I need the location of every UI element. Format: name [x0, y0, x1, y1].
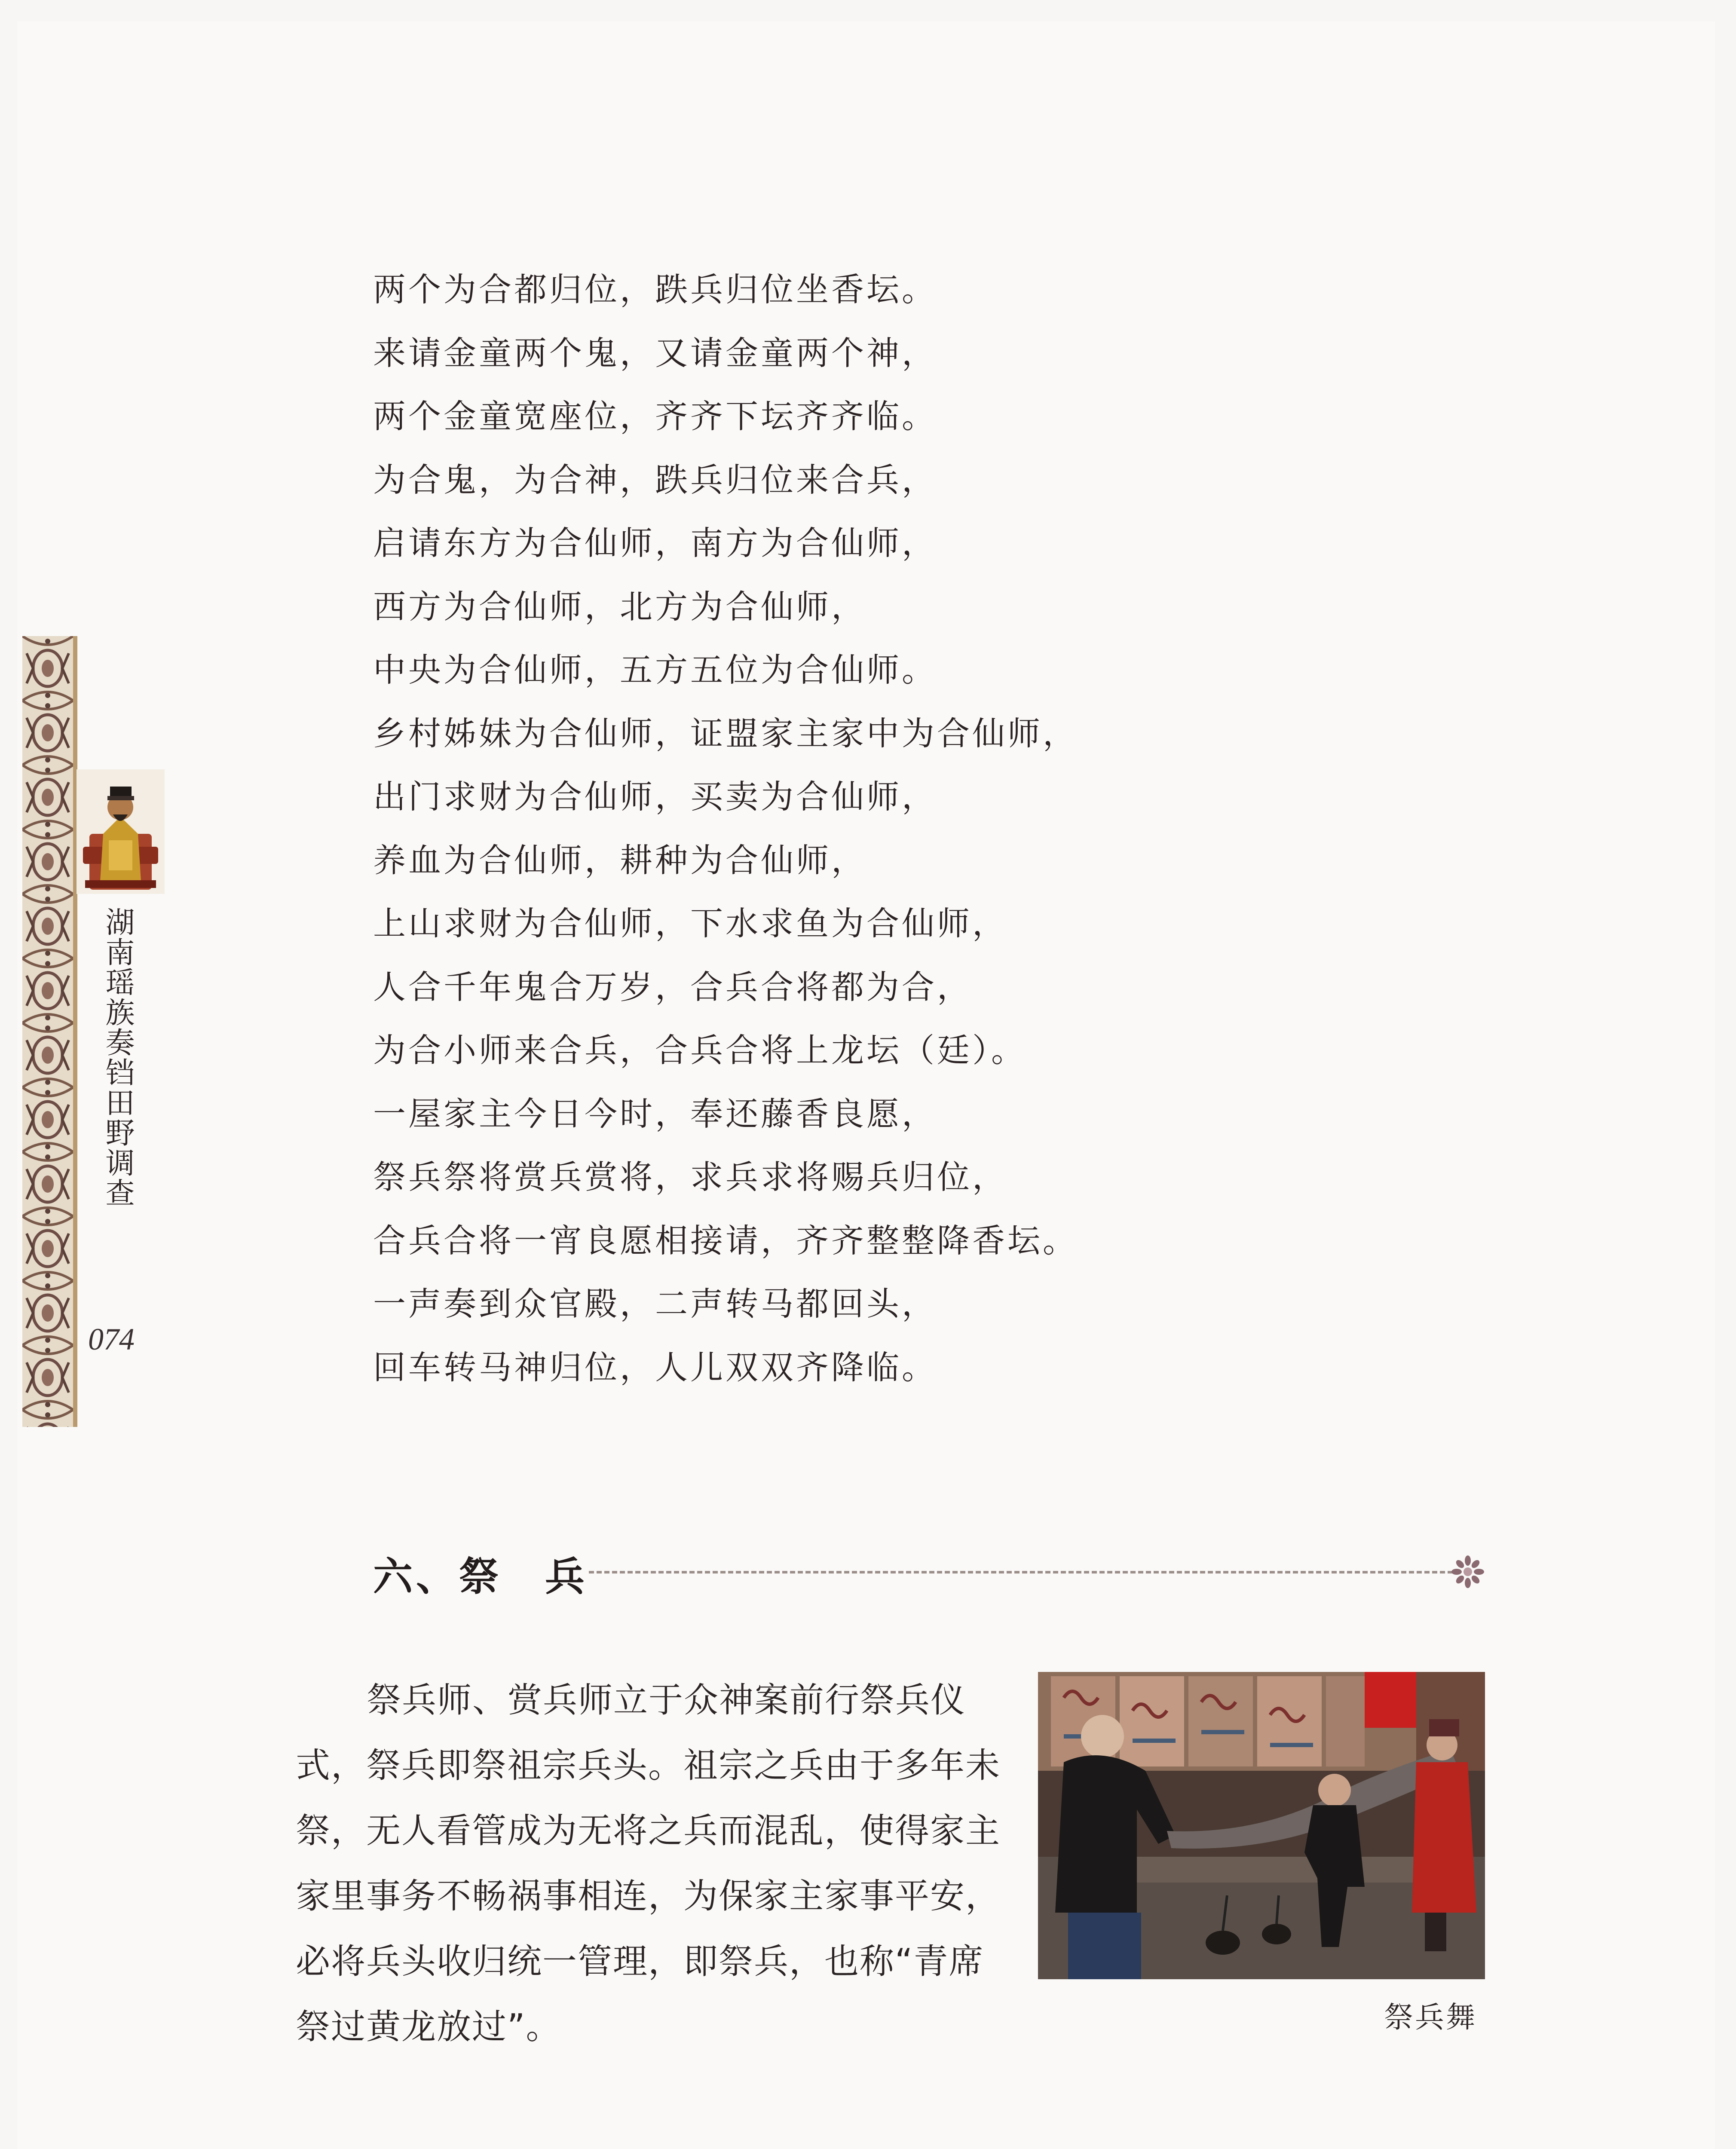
verse-line: 两个金童宽座位，齐齐下坛齐齐临。 — [373, 397, 937, 435]
verse-line: 上山求财为合仙师，下水求鱼为合仙师， — [373, 904, 1007, 943]
verse-line: 一声奏到众官殿，二声转马都回头， — [373, 1285, 937, 1323]
verse-line: 启请东方为合仙师，南方为合仙师， — [373, 524, 937, 562]
photo-caption: 祭兵舞 — [1384, 2001, 1477, 2035]
verse-line: 来请金童两个鬼，又请金童两个神， — [373, 334, 937, 372]
verse-line: 祭兵祭将赏兵赏将，求兵求将赐兵归位， — [373, 1158, 1007, 1196]
flower-ornament-icon — [1448, 1552, 1487, 1591]
section-heading: 六、祭 兵 — [373, 1553, 588, 1600]
verse-line: 养血为合仙师，耕种为合仙师， — [373, 841, 866, 879]
verse-line: 乡村姊妹为合仙师，证盟家主家中为合仙师， — [373, 714, 1078, 753]
ritual-dance-photo — [1038, 1672, 1485, 1979]
verse-line: 回车转马神归位，人儿双双齐降临。 — [373, 1348, 937, 1387]
book-title-vertical: 湖南瑶族奏铛田野调查 — [101, 907, 135, 1208]
verse-line: 中央为合仙师，五方五位为合仙师。 — [373, 651, 937, 689]
verse-line: 为合小师来合兵，合兵合将上龙坛（廷）。 — [373, 1031, 1026, 1069]
verse-line: 人合千年鬼合万岁，合兵合将都为合， — [373, 967, 972, 1006]
verse-line: 一屋家主今日今时，奉还藤香良愿， — [373, 1094, 937, 1133]
verse-line: 合兵合将一宵良愿相接请，齐齐整整降香坛。 — [373, 1221, 1078, 1260]
verse-line: 出门求财为合仙师，买卖为合仙师， — [373, 778, 937, 816]
decorative-spine-border — [22, 636, 77, 1427]
page-number: 074 — [88, 1322, 135, 1356]
heading-dashed-rule — [589, 1571, 1453, 1573]
verse-line: 西方为合仙师，北方为合仙师， — [373, 587, 866, 626]
verse-line: 为合鬼，为合神，跌兵归位来合兵， — [373, 460, 937, 499]
seated-deity-figure-icon — [77, 769, 165, 894]
verse-line: 两个为合都归位，跌兵归位坐香坛。 — [373, 270, 937, 309]
body-paragraph: 祭兵师、赏兵师立于众神案前行祭兵仪式，祭兵即祭祖宗兵头。祖宗之兵由于多年未祭，无人看管成为无将之兵而混乱，使得家主家里事务不畅祸事相连，为保家主家事平安，必将兵头收归统一管理，即祭兵，也称“青席祭过黄龙放过”。 — [296, 1680, 1001, 2047]
verse-block — [373, 258, 1362, 1399]
